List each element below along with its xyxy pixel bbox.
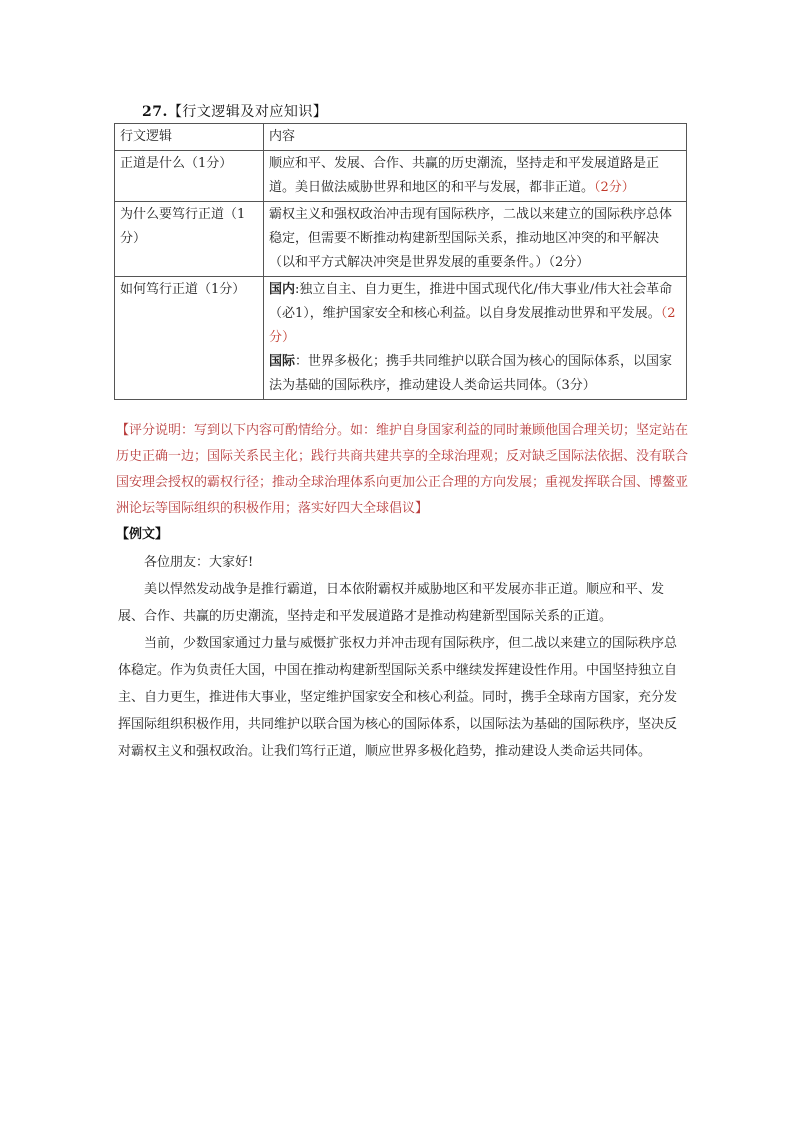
question-heading: 【行文逻辑及对应知识】: [167, 104, 328, 120]
international-text: ：世界多极化；携手共同维护以联合国为核心的国际体系，以国家法为基础的国际秩序，推动建设人类命运共同体。（3分）: [269, 354, 673, 393]
example-heading: 【例文】: [116, 527, 169, 542]
example-essay: [118, 549, 688, 765]
essay-greeting: 各位朋友：大家好!: [144, 555, 254, 570]
row-content-text: 顺应和平、发展、合作、共赢的历史潮流，坚持走和平发展道路是正道。美日做法威胁世界和地区的和平与发展，都非正道。: [269, 156, 660, 195]
row-content: [264, 277, 687, 400]
question-title: [142, 101, 327, 121]
row-logic: 为什么要笃行正道（1分）: [115, 202, 264, 277]
row-score: （2分）: [594, 180, 635, 195]
row-score: （2分）: [548, 255, 590, 270]
essay-paragraph: 美以悍然发动战争是推行霸道，日本依附霸权并威胁地区和平发展亦非正道。顺应和平、发展、合作、共赢的历史潮流，坚持走和平发展道路才是推动构建新型国际关系的正道。: [118, 582, 665, 624]
row-content: [264, 202, 687, 277]
domestic-text: :独立自主、自力更生，推进中国式现代化/伟大事业/伟大社会革命（必1），维护国家安全和核心利益。以自身发展推动世界和平发展。: [269, 282, 673, 321]
domestic-score: （2分）: [269, 306, 676, 345]
international-label: 国际: [269, 354, 296, 369]
header-content: 内容: [264, 124, 687, 151]
international-block: [269, 350, 681, 398]
question-number: 27.: [142, 104, 168, 120]
table-row: [115, 202, 687, 277]
logic-knowledge-table: [114, 123, 687, 400]
table-row: [115, 151, 687, 202]
essay-paragraph: 当前，少数国家通过力量与威慑扩张权力并冲击现有国际秩序，但二战以来建立的国际秩序总体稳定。作为负责任大国，中国在推动构建新型国际关系中继续发挥建设性作用。中国坚持独立自主、自力更生，推进伟大事业，坚定维护国家安全和核心利益。同时，携手全球南方国家，充分发挥国际组织积极作用，共同维护以联合国为核心的国际体系，以国际法为基础的国际秩序，坚决反对霸权主义和强权政治。让我们笃行正道，顺应世界多极化趋势，推动建设人类命运共同体。: [118, 636, 678, 759]
table-header-row: [115, 124, 687, 151]
header-logic: 行文逻辑: [115, 124, 264, 151]
row-logic: 正道是什么（1分）: [115, 151, 264, 202]
scoring-note: 【评分说明：写到以下内容可酌情给分。如：维护自身国家利益的同时兼顾他国合理关切；坚定站在历史正确一边；国际关系民主化；践行共商共建共享的全球治理观；反对缺乏国际法依据、没有联合国安理会授权的霸权行径；推动全球治理体系向更加公正合理的方向发展；重视发挥联合国、博鳌亚洲论坛等国际组织的积极作用；落实好四大全球倡议】: [116, 423, 689, 516]
row-logic: 如何笃行正道（1分）: [115, 277, 264, 400]
row-content: [264, 151, 687, 202]
domestic-label: 国内: [269, 282, 296, 297]
domestic-block: [269, 278, 681, 350]
table-row: [115, 277, 687, 400]
row-content-text: 霸权主义和强权政治冲击现有国际秩序，二战以来建立的国际秩序总体稳定，但需要不断推动构建新型国际关系，推动地区冲突的和平解决（以和平方式解决冲突是世界发展的重要条件。）: [269, 207, 673, 270]
